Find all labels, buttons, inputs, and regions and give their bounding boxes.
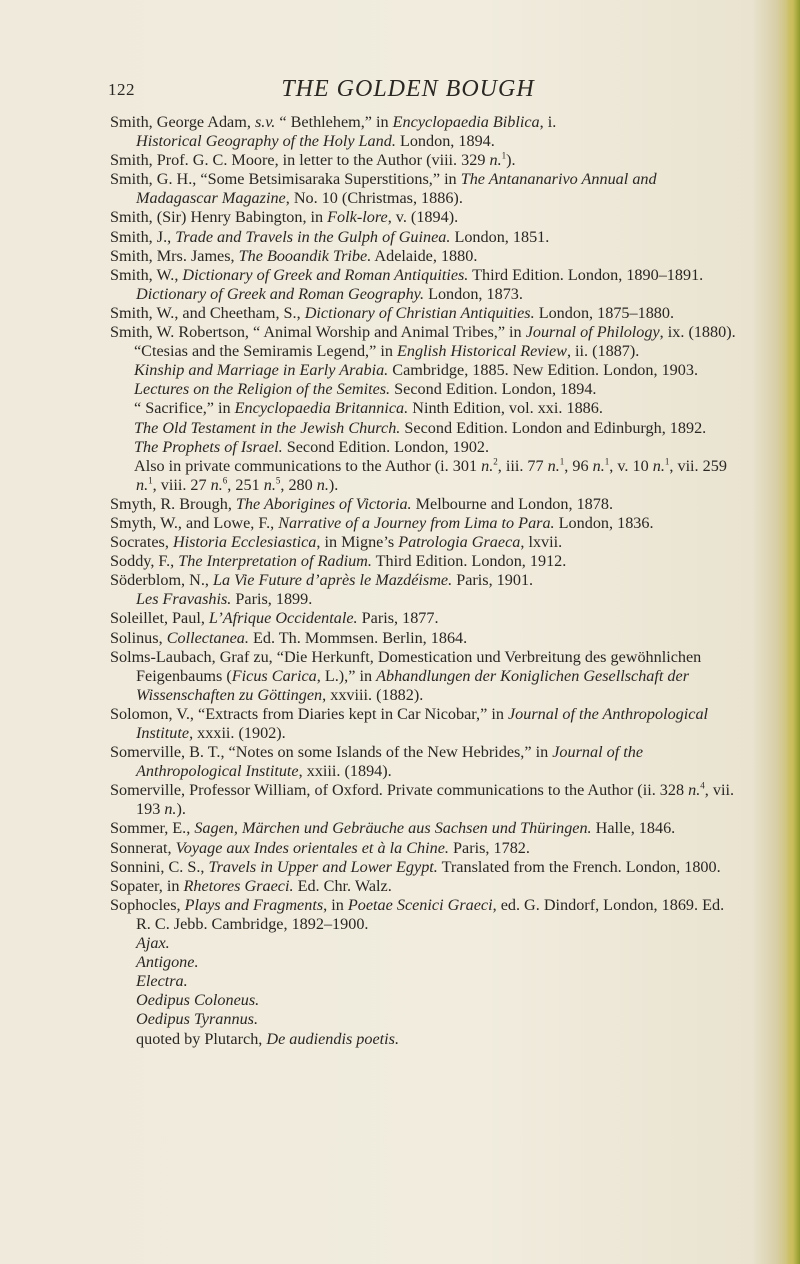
- bibliography-entry: Smith, Mrs. James, The Booandik Tribe. Adelaide, 1880.: [110, 246, 478, 265]
- bibliography-entry: Antigone.: [136, 953, 199, 972]
- bibliography-entry: Sonnini, C. S., Travels in Upper and Lower Egypt. Translated from the French. London, 1800.: [110, 857, 721, 876]
- bibliography-entry: Soleillet, Paul, L’Afrique Occidentale. Paris, 1877.: [110, 609, 439, 628]
- running-title: THE GOLDEN BOUGH: [281, 76, 535, 102]
- bibliography-entry: “ Sacrifice,” in Encyclopaedia Britannica. Ninth Edition, vol. xxi. 1886.: [134, 399, 603, 418]
- bibliography-entry: Smyth, W., and Lowe, F., Narrative of a Journey from Lima to Para. London, 1836.: [110, 513, 654, 532]
- bibliography-entry: Electra.: [136, 972, 188, 991]
- bibliography-entry: Sophocles, Plays and Fragments, in Poetae Scenici Graeci, ed. G. Dindorf, London, 1869. Ed. R. C. Jebb. Cambridge, 1892–1900.: [110, 895, 725, 933]
- bibliography-entry: Solms-Laubach, Graf zu, “Die Herkunft, Domestication und Verbreitung des gewöhnlichen Feigenbaums (Ficus Carica, L.),” in Abhandlungen der Koniglichen Gesellschaft der Wissenschaften zu Göttingen, xxviii. (1882).: [110, 647, 702, 704]
- bibliography-entry: Soddy, F., The Interpretation of Radium. Third Edition. London, 1912.: [110, 552, 567, 571]
- bibliography-entry: Les Fravashis. Paris, 1899.: [136, 590, 313, 609]
- bibliography-entry: Oedipus Tyrannus.: [136, 1010, 259, 1029]
- bibliography-entry: Smith, W., Dictionary of Greek and Roman Antiquities. Third Edition. London, 1890–1891.: [110, 265, 704, 284]
- bibliography-entry: Lectures on the Religion of the Semites. Second Edition. London, 1894.: [134, 380, 597, 399]
- bibliography-entry: Solinus, Collectanea. Ed. Th. Mommsen. Berlin, 1864.: [110, 628, 468, 647]
- bibliography-entry: Smyth, R. Brough, The Aborigines of Victoria. Melbourne and London, 1878.: [110, 494, 614, 513]
- bibliography-entry: Oedipus Coloneus.: [136, 991, 260, 1010]
- bibliography-entry: Also in private communications to the Author (i. 301 n.$^2$, iii. 77 n.$^1$, 96 n.$^1$, v. 10 n.$^1$, vii. 259 n.$^1$, viii. 27 n.$^6$, 251 n.$^5$, 280 n.).: [134, 456, 727, 494]
- bibliography-entry: Kinship and Marriage in Early Arabia. Cambridge, 1885. New Edition. London, 1903.: [134, 361, 698, 380]
- bibliography-entry: Söderblom, N., La Vie Future d’après le Mazdéisme. Paris, 1901.: [110, 571, 534, 590]
- bibliography-entry: Smith, Prof. G. C. Moore, in letter to the Author (viii. 329 n.$^1$).: [110, 150, 516, 170]
- page-edge: [786, 0, 800, 1264]
- bibliography-entry: Smith, W., and Cheetham, S., Dictionary of Christian Antiquities. London, 1875–1880.: [110, 303, 675, 322]
- bibliography-entry: Sonnerat, Voyage aux Indes orientales et à la Chine. Paris, 1782.: [110, 838, 530, 857]
- bibliography-entry: Sopater, in Rhetores Graeci. Ed. Chr. Walz.: [110, 876, 392, 895]
- bibliography-entry: Smith, J., Trade and Travels in the Gulph of Guinea. London, 1851.: [110, 227, 550, 246]
- bibliography-entry: Smith, W. Robertson, “ Animal Worship and Animal Tribes,” in Journal of Philology, ix. (1880).: [110, 323, 736, 342]
- bibliography-entry: Solomon, V., “Extracts from Diaries kept in Car Nicobar,” in Journal of the Anthropological Institute, xxxii. (1902).: [110, 704, 709, 742]
- bibliography-list: [110, 113, 738, 1049]
- bibliography-entry: Socrates, Historia Ecclesiastica, in Migne’s Patrologia Graeca, lxvii.: [110, 533, 563, 552]
- bibliography-entry: Smith, George Adam, s.v. “ Bethlehem,” in Encyclopaedia Biblica, i.: [110, 113, 557, 131]
- page-number: 122: [108, 80, 135, 99]
- bibliography-entry: The Old Testament in the Jewish Church. Second Edition. London and Edinburgh, 1892.: [134, 418, 707, 437]
- bibliography-entry: quoted by Plutarch, De audiendis poetis.: [136, 1029, 400, 1048]
- bibliography-entry: Dictionary of Greek and Roman Geography. London, 1873.: [136, 284, 523, 303]
- bibliography-entry: Smith, G. H., “Some Betsimisaraka Superstitions,” in The Antananarivo Annual and Madagascar Magazine, No. 10 (Christmas, 1886).: [110, 170, 657, 208]
- bibliography-entry: “Ctesias and the Semiramis Legend,” in English Historical Review, ii. (1887).: [134, 342, 640, 361]
- page-header: [108, 76, 748, 110]
- bibliography-entry: Ajax.: [136, 934, 170, 953]
- bibliography-entry: Historical Geography of the Holy Land. London, 1894.: [136, 132, 495, 151]
- bibliography-entry: The Prophets of Israel. Second Edition. London, 1902.: [134, 437, 490, 456]
- bibliography-entry: Sommer, E., Sagen, Märchen und Gebräuche aus Sachsen und Thüringen. Halle, 1846.: [110, 819, 676, 838]
- bibliography-entry: Somerville, Professor William, of Oxford. Private communications to the Author (ii. 328 n.$^4$, vii. 193 n.).: [110, 780, 734, 819]
- bibliography-entry: Somerville, B. T., “Notes on some Islands of the New Hebrides,” in Journal of the Anthropological Institute, xxiii. (1894).: [110, 743, 644, 781]
- bibliography-entry: Smith, (Sir) Henry Babington, in Folk-lore, v. (1894).: [110, 208, 459, 227]
